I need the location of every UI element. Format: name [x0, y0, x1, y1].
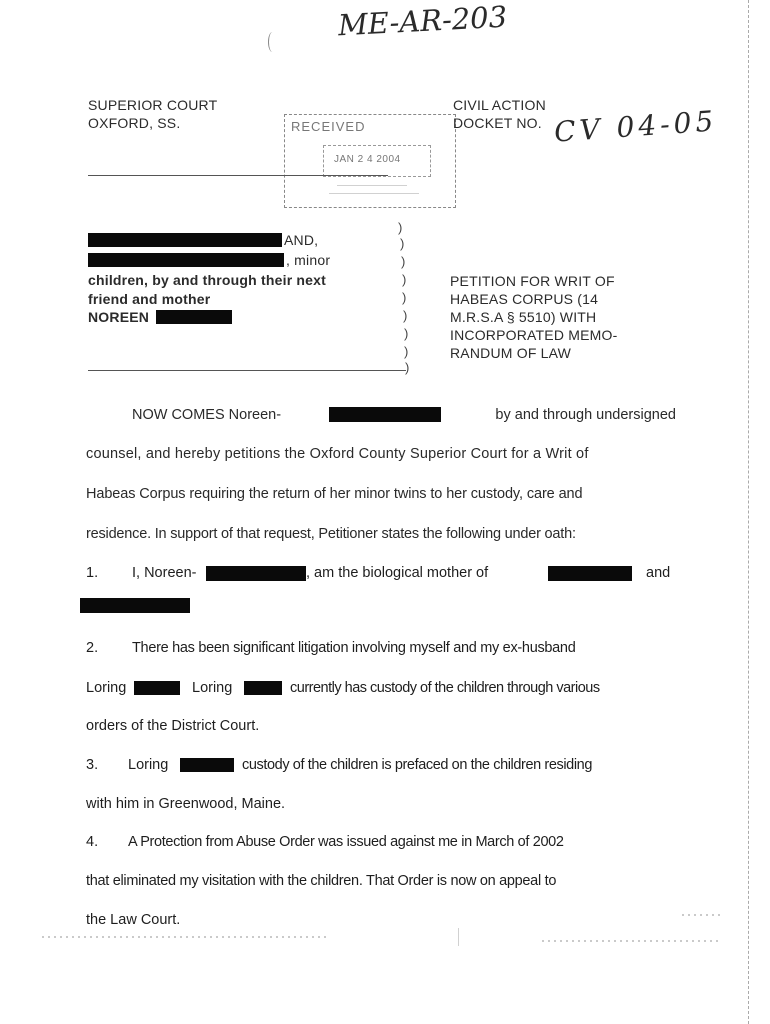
petition-title-line: PETITION FOR WRIT OF	[450, 273, 615, 289]
para-4-line-2: that eliminated my visitation with the children. That Order is now on appeal to	[86, 873, 557, 889]
redaction-bar	[156, 310, 232, 324]
para-1-text-c: and	[646, 565, 671, 581]
stamp-date-box	[323, 145, 431, 177]
intro-line-1-end: by and through undersigned	[495, 407, 676, 423]
petition-title-line: INCORPORATED MEMO-	[450, 327, 618, 343]
docket-label: DOCKET NO.	[453, 115, 542, 131]
para-2-line-3: orders of the District Court.	[86, 718, 260, 734]
redaction-bar	[88, 253, 284, 267]
para-3-line-1a: Loring	[128, 757, 169, 773]
stamp-date: JAN 2 4 2004	[334, 154, 401, 165]
scan-artifact	[680, 914, 720, 916]
scan-artifact	[40, 936, 330, 938]
redaction-bar	[329, 407, 441, 422]
caption-parenthesis: )	[405, 360, 410, 375]
caption-bottom-rule	[88, 370, 406, 371]
caption-parenthesis: )	[400, 236, 405, 251]
para-3-number: 3.	[86, 757, 99, 773]
caption-parenthesis: )	[404, 326, 409, 341]
intro-line-2: counsel, and hereby petitions the Oxford County Superior Court for a Writ of	[86, 446, 589, 462]
parties-line5: NOREEN	[88, 309, 150, 325]
para-1-number: 1.	[86, 565, 99, 581]
handwritten-docket-number: CV 04-05	[553, 104, 719, 149]
scan-mark	[268, 32, 277, 52]
para-2-line-2a: Loring	[86, 680, 127, 696]
para-1-text-a: I, Noreen-	[132, 565, 197, 581]
para-2-line-2b: Loring	[192, 680, 233, 696]
received-stamp	[284, 114, 456, 208]
caption-parenthesis: )	[402, 272, 407, 287]
redaction-bar	[180, 758, 234, 772]
court-county: OXFORD, SS.	[88, 115, 181, 131]
caption-parenthesis: )	[404, 344, 409, 359]
intro-line-4: residence. In support of that request, Petitioner states the following under oath:	[86, 526, 576, 542]
parties-line1: AND,	[284, 232, 319, 248]
parties-line4: friend and mother	[88, 291, 211, 307]
petition-title-line: RANDUM OF LAW	[450, 345, 572, 361]
caption-top-rule	[88, 175, 388, 176]
para-3-line-2: with him in Greenwood, Maine.	[86, 796, 286, 812]
para-4-line-1: A Protection from Abuse Order was issued against me in March of 2002	[128, 834, 564, 850]
stamp-smudge	[337, 185, 407, 186]
caption-parenthesis: )	[401, 254, 406, 269]
para-3-line-1b: custody of the children is prefaced on the children residing	[242, 757, 592, 773]
petition-title-line: HABEAS CORPUS (14	[450, 291, 599, 307]
para-2-number: 2.	[86, 640, 99, 656]
redaction-bar	[244, 681, 282, 695]
redaction-bar	[88, 233, 282, 247]
redaction-bar	[548, 566, 632, 581]
stamp-smudge	[329, 193, 419, 194]
para-2-line-2c: currently has custody of the children through various	[290, 680, 600, 696]
caption-parenthesis: )	[398, 220, 403, 235]
parties-line2: , minor	[286, 252, 331, 268]
stamp-received-label: RECEIVED	[291, 119, 366, 134]
para-1-text-b: , am the biological mother of	[306, 565, 489, 581]
intro-line-1-start: NOW COMES Noreen-	[132, 407, 282, 423]
para-2-line-1: There has been significant litigation involving myself and my ex-husband	[132, 640, 576, 656]
caption-parenthesis: )	[403, 308, 408, 323]
intro-line-1	[132, 407, 676, 423]
redaction-bar	[134, 681, 180, 695]
court-name: SUPERIOR COURT	[88, 97, 218, 113]
intro-line-3: Habeas Corpus requiring the return of her minor twins to her custody, care and	[86, 486, 583, 502]
scan-artifact	[458, 928, 459, 946]
redaction-bar	[206, 566, 306, 581]
civil-action-label: CIVIL ACTION	[453, 97, 546, 113]
petition-title-line: M.R.S.A § 5510) WITH	[450, 309, 597, 325]
redaction-bar	[80, 598, 190, 613]
para-4-number: 4.	[86, 834, 99, 850]
caption-parenthesis: )	[402, 290, 407, 305]
handwritten-reference: ME-AR-203	[337, 0, 508, 43]
parties-line3: children, by and through their next	[88, 272, 327, 288]
scan-edge	[748, 0, 749, 1024]
para-4-line-3: the Law Court.	[86, 912, 181, 928]
scan-artifact	[540, 940, 720, 942]
